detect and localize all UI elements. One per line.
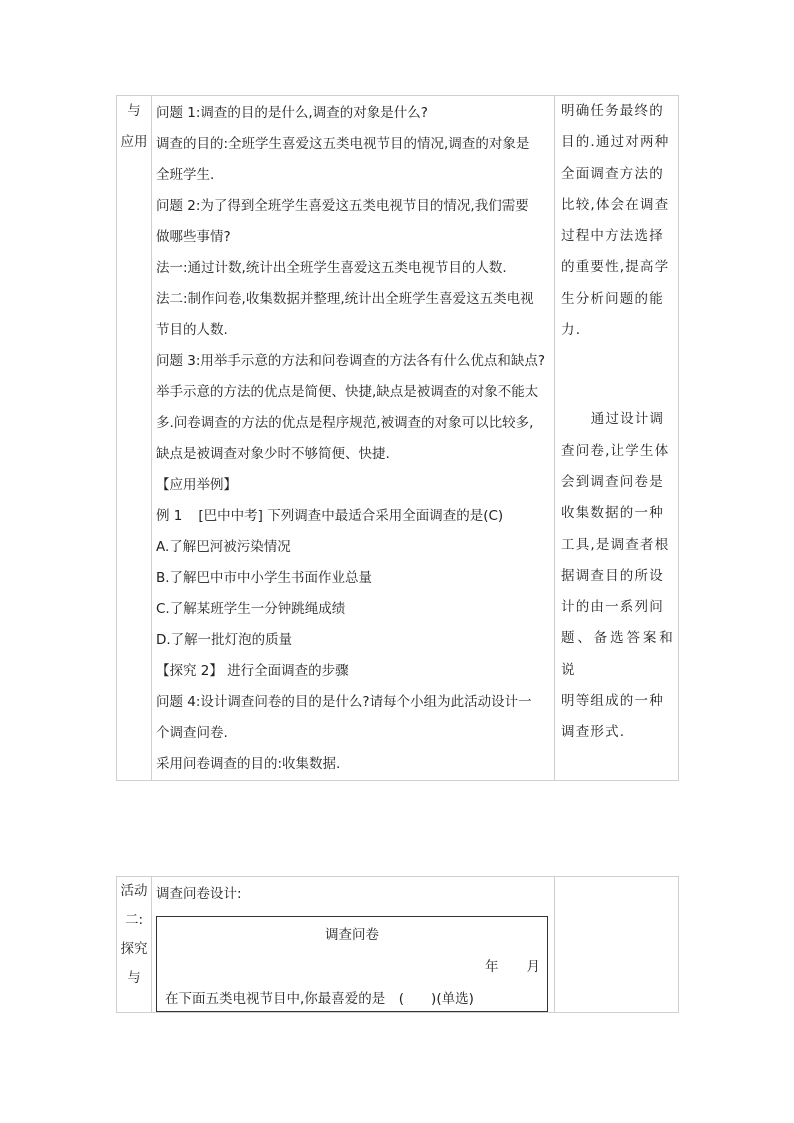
answer-4: 采用问卷调查的目的:收集数据.	[156, 756, 341, 772]
intent-b-line: 明等组成的一种	[561, 693, 664, 710]
intent-b-line: 计的由一系列问	[561, 599, 664, 616]
option-c: C.了解某班学生一分钟跳绳成绩	[156, 601, 346, 617]
stage-label: 应用	[120, 134, 148, 150]
stage-label: 活动	[120, 883, 148, 899]
survey-year-label: 年	[485, 959, 499, 975]
method-two-line-1: 法二:制作问卷,收集数据并整理,统计出全班学生喜爱这五类电视	[156, 291, 534, 307]
intent-b-line: 查问卷,让学生体	[561, 442, 670, 459]
teaching-content-cell	[152, 877, 555, 1013]
section-heading-explore-2: 【探究 2】 进行全面调查的步骤	[156, 663, 349, 679]
intent-a-line: 的重要性,提高学	[561, 259, 670, 276]
lesson-table-activity-one	[116, 95, 679, 781]
intent-a-line: 力.	[561, 322, 582, 339]
stage-label: 探究	[120, 941, 148, 957]
example-1	[152, 501, 554, 532]
example-text: [巴中中考] 下列调查中最适合采用全面调查的是(C)	[198, 508, 504, 524]
answer-3-line-3: 缺点是被调查对象少时不够简便、快捷.	[156, 446, 390, 462]
intent-a-line: 生分析问题的能	[561, 290, 664, 307]
question-1: 问题 1:调查的目的是什么,调查的对象是什么?	[156, 105, 428, 121]
survey-question: 在下面五类电视节目中,你最喜爱的是 ( )(单选)	[165, 991, 474, 1007]
answer-3-line-1: 举手示意的方法的优点是简便、快捷,缺点是被调查的对象不能太	[156, 384, 539, 400]
survey-month-label: 月	[526, 959, 540, 975]
intent-a-line: 明确任务最终的	[561, 103, 664, 119]
stage-label-cell	[117, 877, 152, 1013]
option-a: A.了解巴河被污染情况	[156, 539, 291, 555]
intent-a-line: 目的.通过对两种	[561, 134, 670, 151]
survey-design-heading: 调查问卷设计:	[156, 886, 242, 902]
method-one: 法一:通过计数,统计出全班学生喜爱这五类电视节目的人数.	[156, 260, 507, 276]
intent-b-line: 题、备选答案和说	[561, 630, 674, 678]
option-d: D.了解一批灯泡的质量	[156, 632, 293, 648]
teaching-content-cell	[152, 96, 555, 781]
intent-b-line: 调查形式.	[561, 724, 626, 741]
question-2-line-2: 做哪些事情?	[156, 229, 231, 245]
intent-a-line: 比较,体会在调查	[561, 196, 670, 213]
survey-title: 调查问卷	[325, 927, 379, 943]
intent-b-line: 会到调查问卷是	[561, 473, 664, 490]
intent-a-line: 全面调查方法的	[561, 165, 664, 182]
option-b: B.了解巴中市中小学生书面作业总量	[156, 570, 373, 586]
answer-3-line-2: 多.问卷调查的方法的优点是程序规范,被调查的对象可以比较多,	[156, 415, 534, 431]
stage-label-cell	[117, 96, 152, 781]
intent-b-line: 通过设计调	[590, 411, 665, 428]
intent-a-line: 过程中方法选择	[561, 228, 664, 245]
stage-label: 与	[127, 103, 141, 119]
intent-b-line: 据调查目的所设	[561, 567, 664, 584]
stage-label: 与	[127, 970, 141, 986]
intent-b-line: 工具,是调查者根	[561, 536, 670, 553]
example-number: 例 1	[156, 508, 183, 524]
question-4-line-1: 问题 4:设计调查问卷的目的是什么?请每个小组为此活动设计一	[156, 694, 532, 710]
survey-form	[156, 916, 548, 1012]
answer-1-line-2: 全班学生.	[156, 167, 215, 183]
section-heading-application: 【应用举例】	[156, 477, 237, 493]
question-2-line-1: 问题 2:为了得到全班学生喜爱这五类电视节目的情况,我们需要	[156, 198, 529, 214]
design-intent-cell	[555, 877, 679, 1013]
lesson-table-activity-two	[116, 876, 679, 1013]
survey-date	[457, 955, 540, 975]
method-two-line-2: 节目的人数.	[156, 322, 228, 338]
question-4-line-2: 个调查问卷.	[156, 725, 228, 741]
answer-1-line-1: 调查的目的:全班学生喜爱这五类电视节目的情况,调查的对象是	[156, 136, 530, 152]
question-3: 问题 3:用举手示意的方法和问卷调查的方法各有什么优点和缺点?	[156, 353, 546, 369]
intent-b-line: 收集数据的一种	[561, 505, 664, 522]
design-intent-cell	[555, 96, 679, 781]
stage-label: 二:	[124, 912, 144, 928]
